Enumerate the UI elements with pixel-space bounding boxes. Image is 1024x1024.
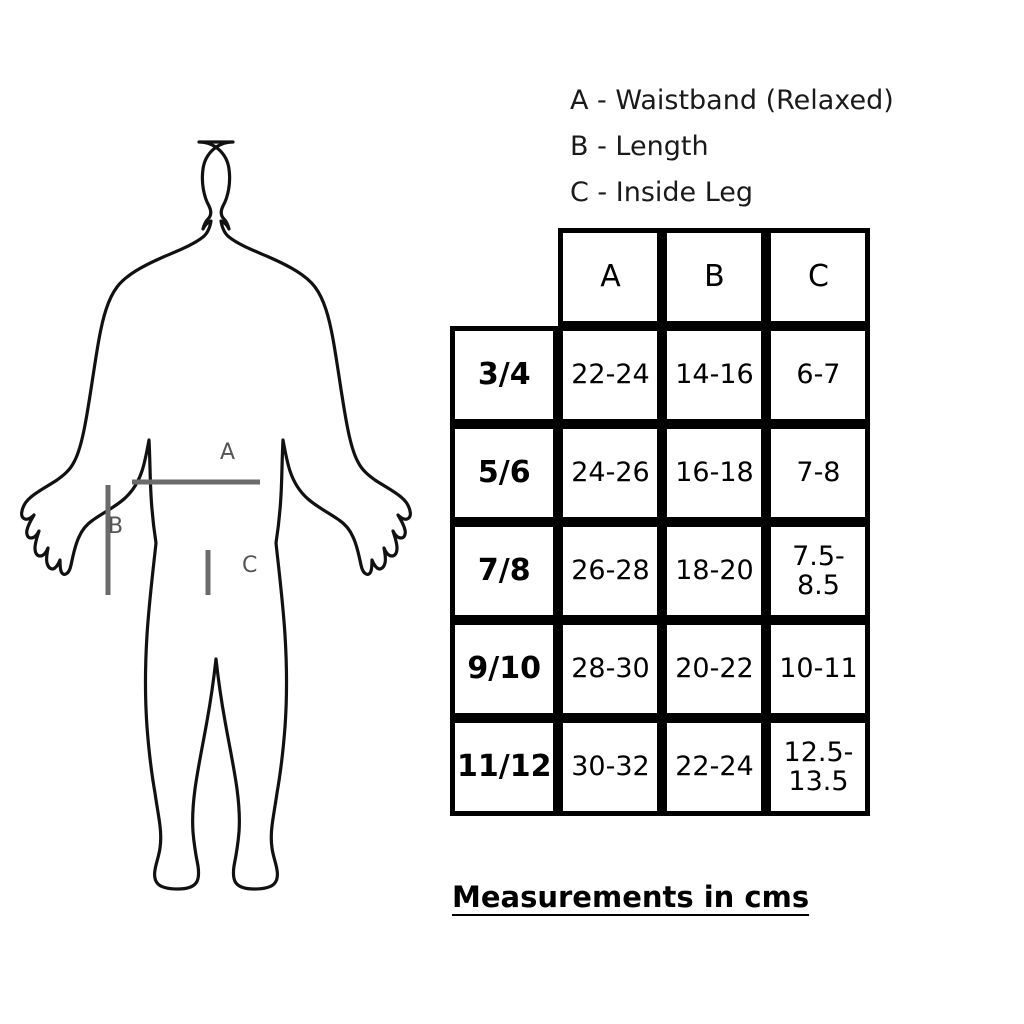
measurement-unit-note: Measurements in cms bbox=[452, 880, 810, 914]
table-row bbox=[450, 522, 870, 620]
size-chart-table bbox=[450, 228, 870, 816]
row-size-label: 11/12 bbox=[450, 718, 558, 816]
dimension-label-a: A bbox=[220, 440, 236, 465]
cell-inside-leg: 6-7 bbox=[766, 326, 870, 424]
table-row bbox=[450, 620, 870, 718]
column-header-a: A bbox=[558, 228, 662, 326]
row-size-label: 7/8 bbox=[450, 522, 558, 620]
cell-waistband: 30-32 bbox=[558, 718, 662, 816]
dimension-label-c: C bbox=[242, 553, 258, 578]
column-header-b: B bbox=[662, 228, 766, 326]
table-row bbox=[450, 424, 870, 522]
column-header-c: C bbox=[766, 228, 870, 326]
cell-inside-leg: 7-8 bbox=[766, 424, 870, 522]
row-size-label: 3/4 bbox=[450, 326, 558, 424]
body-figure bbox=[20, 110, 450, 900]
table-header-row bbox=[450, 228, 870, 326]
body-outline-icon bbox=[20, 110, 450, 900]
row-size-label: 9/10 bbox=[450, 620, 558, 718]
cell-waistband: 22-24 bbox=[558, 326, 662, 424]
cell-waistband: 26-28 bbox=[558, 522, 662, 620]
legend bbox=[570, 78, 1000, 216]
cell-waistband: 24-26 bbox=[558, 424, 662, 522]
dimension-label-b: B bbox=[108, 514, 124, 539]
cell-waistband: 28-30 bbox=[558, 620, 662, 718]
cell-inside-leg: 10-11 bbox=[766, 620, 870, 718]
legend-line-b: B - Length bbox=[570, 131, 709, 162]
cell-inside-leg: 12.5-13.5 bbox=[766, 718, 870, 816]
cell-length: 20-22 bbox=[662, 620, 766, 718]
table-row bbox=[450, 326, 870, 424]
cell-length: 14-16 bbox=[662, 326, 766, 424]
legend-line-c: C - Inside Leg bbox=[570, 177, 754, 208]
cell-length: 18-20 bbox=[662, 522, 766, 620]
cell-inside-leg: 7.5-8.5 bbox=[766, 522, 870, 620]
table-row bbox=[450, 718, 870, 816]
cell-length: 22-24 bbox=[662, 718, 766, 816]
legend-line-a: A - Waistband (Relaxed) bbox=[570, 85, 894, 116]
row-size-label: 5/6 bbox=[450, 424, 558, 522]
cell-length: 16-18 bbox=[662, 424, 766, 522]
table-corner-cell bbox=[450, 228, 558, 326]
